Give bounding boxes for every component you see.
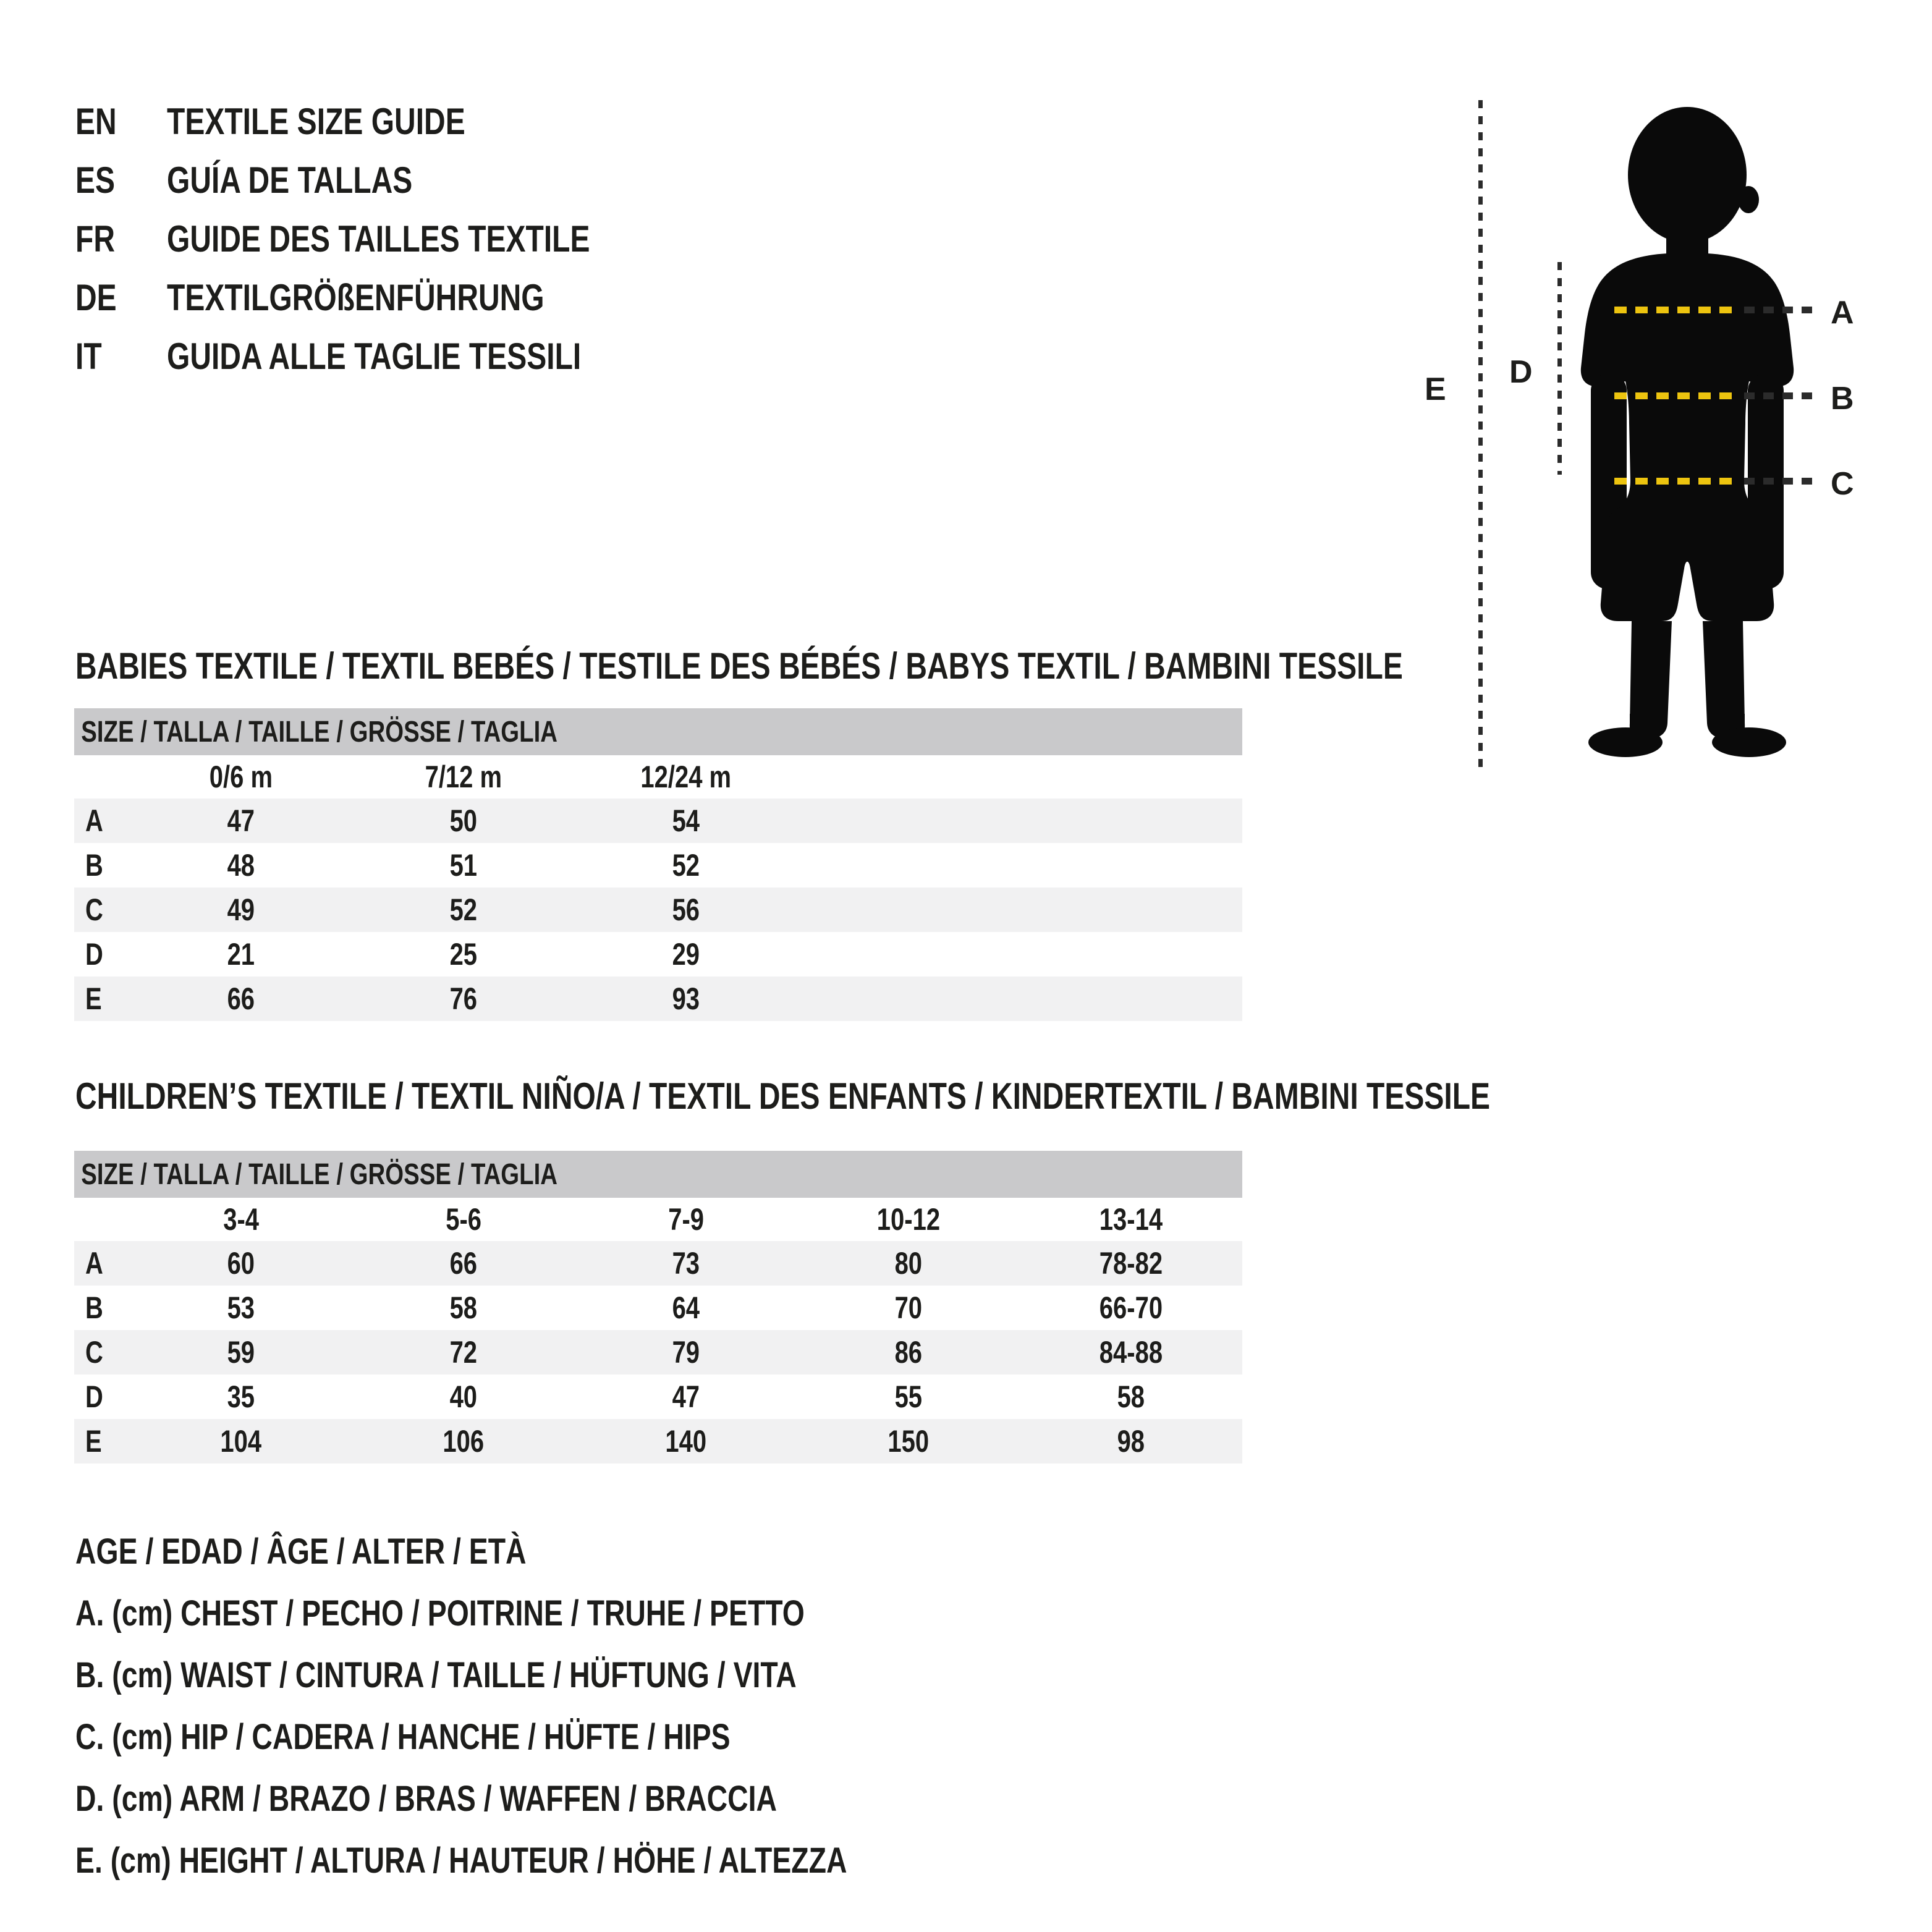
table-cell: 29 (672, 937, 700, 972)
table-row (74, 843, 1242, 888)
arm-measure-line-d (1557, 262, 1562, 475)
row-label: E (85, 1424, 102, 1459)
table-cell: 49 (227, 892, 255, 927)
hip-measure-line-c (1614, 478, 1739, 485)
table-cell: 84-88 (1099, 1335, 1163, 1370)
language-row-it (75, 334, 581, 378)
row-label: B (85, 848, 103, 883)
table-row (74, 1330, 1242, 1375)
legend-item-height: E. (cm) HEIGHT / ALTURA / HAUTEUR / HÖHE / ALTEZZA (75, 1840, 847, 1881)
language-code: FR (75, 218, 115, 260)
chest-measure-line-a (1614, 307, 1739, 313)
table-cell: 98 (1117, 1424, 1145, 1459)
table-cell: 25 (449, 937, 478, 972)
table-cell: 66-70 (1099, 1290, 1163, 1325)
row-label: B (85, 1290, 103, 1325)
figure-label-c: C (1831, 466, 1854, 502)
table-cell: 64 (672, 1290, 700, 1325)
table-cell: 54 (672, 803, 700, 838)
size-header-text: SIZE / TALLA / TAILLE / GRÖSSE / TAGLIA (81, 1158, 558, 1191)
language-title: GUÍA DE TALLAS (167, 159, 413, 201)
language-code: IT (75, 335, 102, 377)
column-header: 7/12 m (425, 760, 502, 794)
waist-leader-line-b (1744, 392, 1818, 399)
table-cell: 52 (672, 848, 700, 883)
row-label: A (85, 1246, 103, 1281)
language-code: EN (75, 100, 117, 142)
table-cell: 140 (665, 1424, 707, 1459)
table-cell: 53 (227, 1290, 255, 1325)
table-row (74, 932, 1242, 977)
table-cell: 72 (449, 1335, 478, 1370)
table-row (74, 799, 1242, 843)
language-title: TEXTILGRÖßENFÜHRUNG (167, 276, 544, 318)
table-cell: 59 (227, 1335, 255, 1370)
row-label: E (85, 981, 102, 1016)
row-label: C (85, 892, 103, 927)
figure-label-e: E (1425, 371, 1446, 407)
babies-section-heading: BABIES TEXTILE / TEXTIL BEBÉS / TESTILE DES BÉBÉS / BABYS TEXTIL / BAMBINI TESSILE (75, 645, 1403, 687)
table-cell: 73 (672, 1246, 700, 1281)
table-row (74, 977, 1242, 1021)
language-code: DE (75, 276, 117, 318)
table-cell: 21 (227, 937, 255, 972)
table-cell: 58 (449, 1290, 478, 1325)
table-cell: 76 (449, 981, 478, 1016)
table-row (74, 1419, 1242, 1464)
legend-item-hip: C. (cm) HIP / CADERA / HANCHE / HÜFTE / HIPS (75, 1716, 731, 1757)
table-cell: 93 (672, 981, 700, 1016)
table-cell: 66 (227, 981, 255, 1016)
table-cell: 40 (449, 1379, 478, 1414)
chest-leader-line-a (1744, 307, 1818, 313)
table-cell: 66 (449, 1246, 478, 1281)
child-silhouette (1570, 102, 1805, 769)
figure-label-b: B (1831, 381, 1854, 417)
table-cell: 55 (894, 1379, 923, 1414)
language-code: ES (75, 159, 116, 201)
column-header: 0/6 m (209, 760, 273, 794)
table-cell: 150 (888, 1424, 930, 1459)
babies-column-header-row (74, 755, 1242, 799)
row-label (74, 1198, 130, 1241)
column-header: 5-6 (446, 1202, 481, 1237)
figure-label-d: D (1509, 354, 1533, 390)
table-cell: 47 (672, 1379, 700, 1414)
table-cell: 48 (227, 848, 255, 883)
column-header: 3-4 (223, 1202, 259, 1237)
language-row-en (75, 99, 465, 143)
legend-item-chest: A. (cm) CHEST / PECHO / POITRINE / TRUHE / PETTO (75, 1593, 805, 1633)
table-row (74, 888, 1242, 932)
row-label (74, 755, 130, 799)
table-cell: 80 (894, 1246, 923, 1281)
table-cell: 47 (227, 803, 255, 838)
column-header: 10-12 (876, 1202, 941, 1237)
height-measure-line-e (1478, 100, 1483, 770)
table-cell: 60 (227, 1246, 255, 1281)
column-header: 12/24 m (640, 760, 732, 794)
language-row-de (75, 275, 544, 320)
legend-item-waist: B. (cm) WAIST / CINTURA / TAILLE / HÜFTUNG / VITA (75, 1654, 797, 1695)
table-cell: 106 (443, 1424, 485, 1459)
table-cell: 86 (894, 1335, 923, 1370)
row-label: A (85, 803, 103, 838)
figure-label-a: A (1831, 295, 1854, 331)
table-cell: 78-82 (1099, 1246, 1163, 1281)
children-size-header-bar (74, 1151, 1242, 1198)
row-label: D (85, 937, 103, 972)
legend-item-arm: D. (cm) ARM / BRAZO / BRAS / WAFFEN / BRACCIA (75, 1778, 777, 1819)
table-cell: 79 (672, 1335, 700, 1370)
column-header: 7-9 (668, 1202, 704, 1237)
size-header-text: SIZE / TALLA / TAILLE / GRÖSSE / TAGLIA (81, 715, 558, 748)
language-row-es (75, 158, 412, 202)
language-title: GUIDE DES TAILLES TEXTILE (167, 218, 590, 260)
table-row (74, 1286, 1242, 1330)
children-section-heading: CHILDREN’S TEXTILE / TEXTIL NIÑO/A / TEXTIL DES ENFANTS / KINDERTEXTIL / BAMBINI TESSILE (75, 1075, 1491, 1117)
table-cell: 70 (894, 1290, 923, 1325)
table-cell: 56 (672, 892, 700, 927)
row-label: D (85, 1379, 103, 1414)
table-cell: 52 (449, 892, 478, 927)
table-row (74, 1375, 1242, 1419)
language-title: TEXTILE SIZE GUIDE (167, 100, 465, 142)
language-title: GUIDA ALLE TAGLIE TESSILI (167, 335, 582, 377)
table-cell: 51 (449, 848, 478, 883)
row-label: C (85, 1335, 103, 1370)
table-cell: 50 (449, 803, 478, 838)
table-row (74, 1241, 1242, 1286)
babies-size-header-bar (74, 708, 1242, 755)
legend-age-line: AGE / EDAD / ÂGE / ALTER / ETÀ (75, 1531, 527, 1572)
table-cell: 104 (220, 1424, 262, 1459)
hip-leader-line-c (1744, 478, 1818, 485)
waist-measure-line-b (1614, 392, 1739, 399)
column-header: 13-14 (1099, 1202, 1163, 1237)
table-cell: 58 (1117, 1379, 1145, 1414)
table-cell: 35 (227, 1379, 255, 1414)
language-row-fr (75, 216, 590, 261)
children-column-header-row (74, 1198, 1242, 1241)
